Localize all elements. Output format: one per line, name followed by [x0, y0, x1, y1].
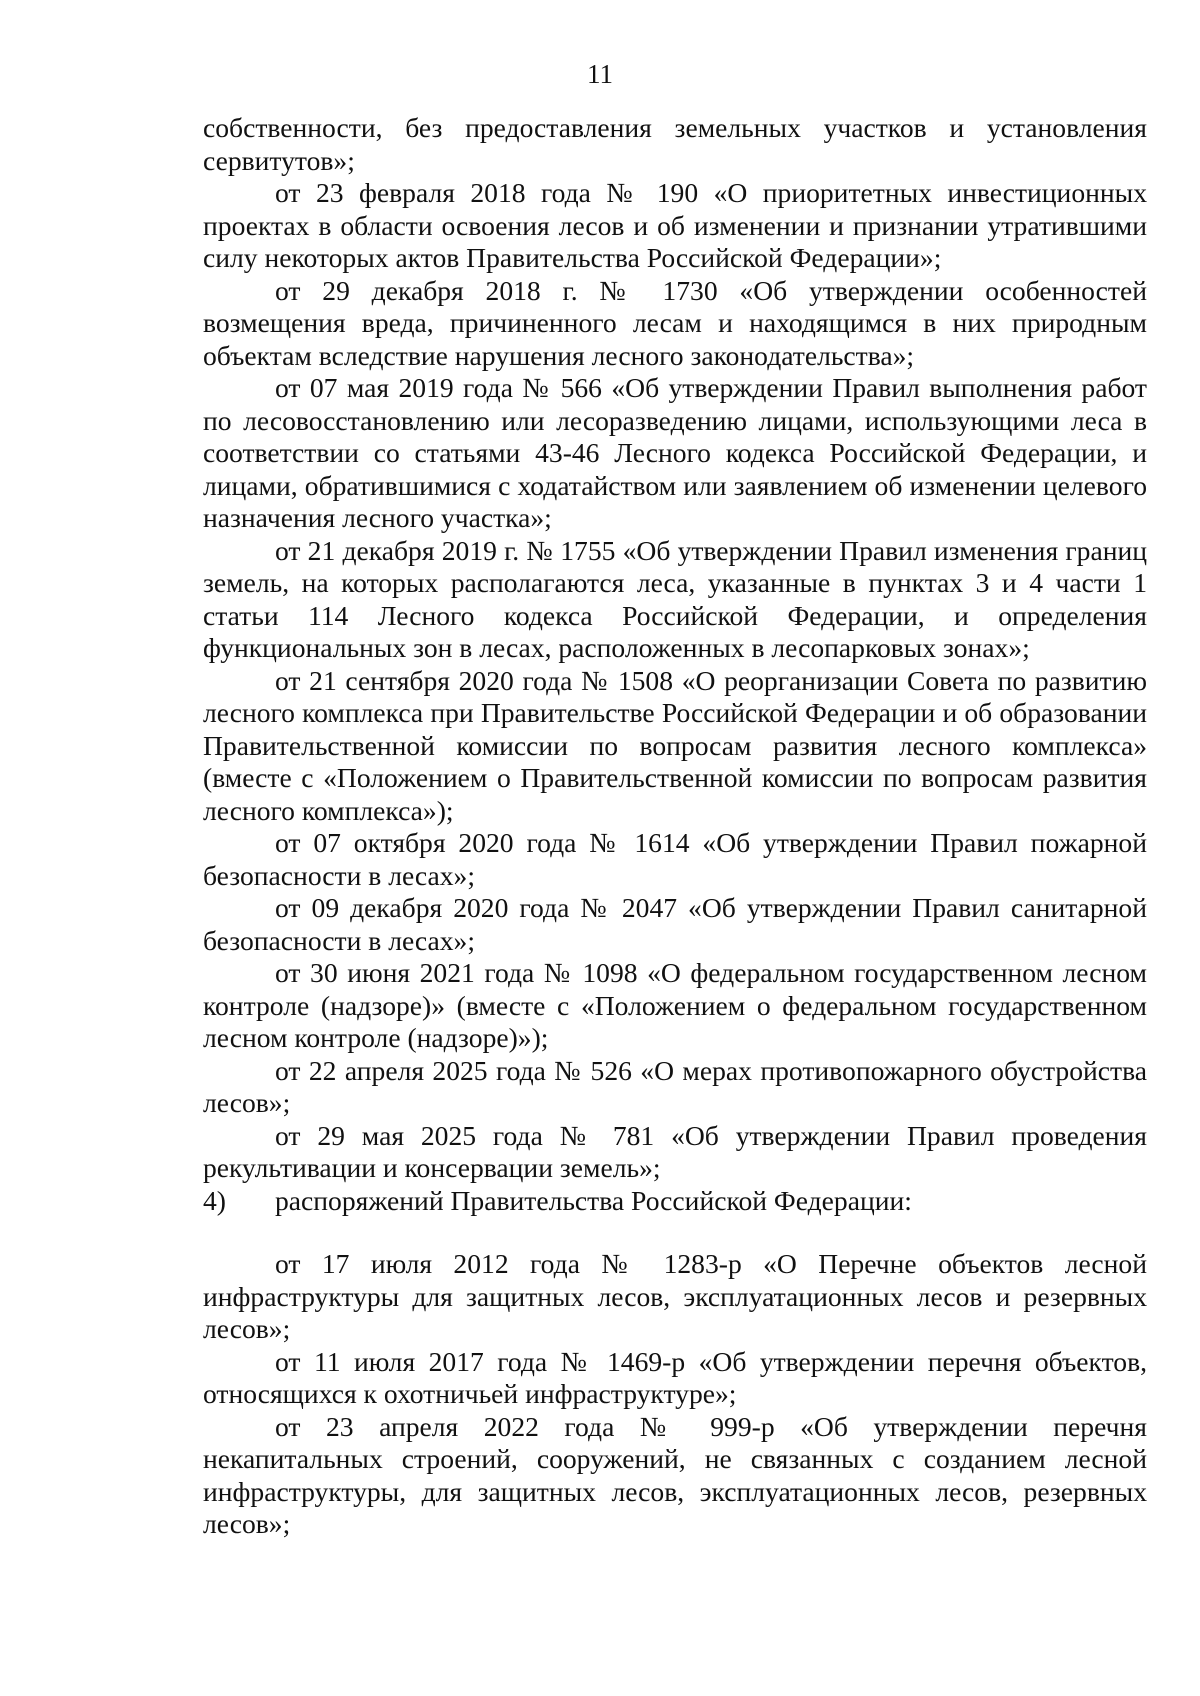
paragraph-decree-1614: от 07 октября 2020 года № 1614 «Об утверждении Правил пожарной безопасности в лесах»;	[203, 827, 1147, 891]
paragraph-decree-1755: от 21 декабря 2019 г. № 1755 «Об утверждении Правил изменения границ земель, на которых располагаются леса, указанные в пунктах 3 и 4 части 1 статьи 114 Лесного кодекса Российской Федерации, и определения функциональных зон в лесах, расположенных в лесопарковых зонах»;	[203, 534, 1147, 663]
list-item-number: 4)	[203, 1184, 226, 1216]
paragraph-decree-1730: от 29 декабря 2018 г. № 1730 «Об утверждении особенностей возмещения вреда, причиненного лесам и находящимся в них природным объектам вследствие нарушения лесного законодательства»;	[203, 274, 1147, 371]
paragraph-continuation: собственности, без предоставления земельных участков и установления сервитутов»;	[203, 112, 1147, 176]
list-item-heading	[203, 1185, 1147, 1218]
document-body	[203, 112, 1147, 1541]
list-item-text: распоряжений Правительства Российской Федерации:	[275, 1184, 912, 1216]
paragraph-decree-566: от 07 мая 2019 года № 566 «Об утверждении Правил выполнения работ по лесовосстановлению или лесоразведению лицами, использующими леса в соответствии со статьями 43-46 Лесного кодекса Российской Федерации, и лицами, обратившимися с ходатайством или заявлением об изменении целевого назначения лесного участка»;	[203, 372, 1147, 533]
page-number: 11	[587, 59, 613, 89]
paragraph-decree-781: от 29 мая 2025 года № 781 «Об утверждении Правил проведения рекультивации и консервации земель»;	[203, 1119, 1147, 1183]
paragraph-decree-526: от 22 апреля 2025 года № 526 «О мерах противопожарного обустройства лесов»;	[203, 1054, 1147, 1118]
paragraph-decree-190: от 23 февраля 2018 года № 190 «О приоритетных инвестиционных проектах в области освоения лесов и об изменении и признании утратившими силу некоторых актов Правительства Российской Федерации»;	[203, 177, 1147, 273]
paragraph-decree-2047: от 09 декабря 2020 года № 2047 «Об утверждении Правил санитарной безопасности в лесах»;	[203, 892, 1147, 956]
paragraph-order-1469: от 11 июля 2017 года № 1469-р «Об утверждении перечня объектов, относящихся к охотничьей инфраструктуре»;	[203, 1345, 1147, 1409]
paragraph-decree-1098: от 30 июня 2021 года № 1098 «О федеральном государственном лесном контроле (надзоре)» (вместе с «Положением о федеральном государственном лесном контроле (надзоре)»);	[203, 957, 1147, 1053]
paragraph-decree-1508: от 21 сентября 2020 года № 1508 «О реорганизации Совета по развитию лесного комплекса при Правительстве Российской Федерации и об образовании Правительственной комиссии по вопросам развития лесного комплекса» (вместе с «Положением о Правительственной комиссии по вопросам развития лесного комплекса»);	[203, 664, 1147, 826]
paragraph-order-999: от 23 апреля 2022 года № 999-р «Об утверждении перечня некапитальных строений, сооружений, не связанных с созданием лесной инфраструктуры, для защитных лесов, эксплуатационных лесов, резервных лесов»;	[203, 1410, 1147, 1539]
paragraph-order-1283: от 17 июля 2012 года № 1283-р «О Перечне объектов лесной инфраструктуры для защитных лесов, эксплуатационных лесов и резервных лесов»;	[203, 1248, 1147, 1344]
spacer	[203, 1217, 1147, 1248]
